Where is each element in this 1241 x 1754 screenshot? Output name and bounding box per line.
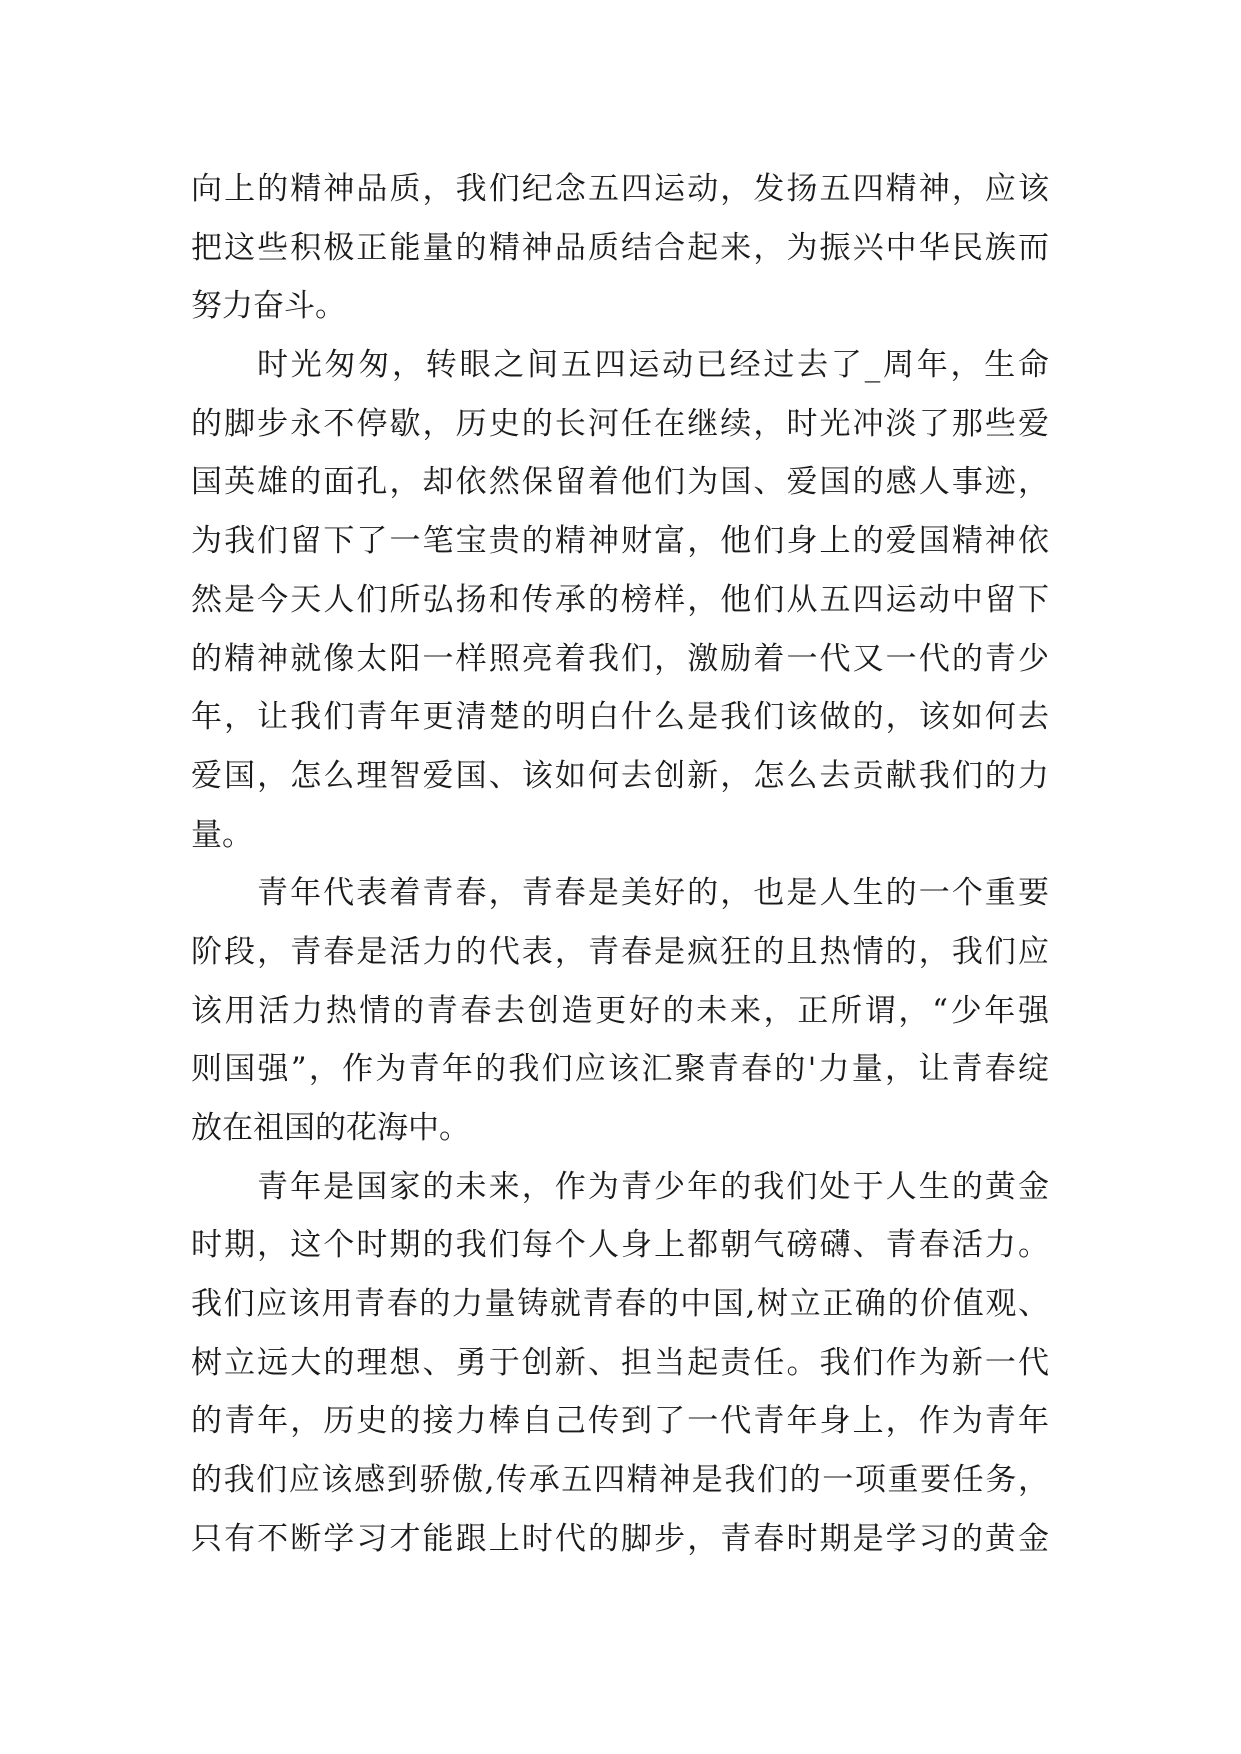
text-line: 青年代表着青春，青春是美好的，也是人生的一个重要	[257, 875, 1049, 912]
text-line: 则国强”，作为青年的我们应该汇聚青春的'力量，让青春绽	[191, 1051, 1049, 1088]
text-line: 把这些积极正能量的精神品质结合起来，为振兴中华民族而	[191, 229, 1049, 266]
text-line: 的我们应该感到骄傲,传承五四精神是我们的一项重要任务，	[191, 1462, 1049, 1499]
text-line: 的青年，历史的接力棒自己传到了一代青年身上，作为青年	[191, 1403, 1049, 1440]
text-line: 放在祖国的花海中。	[191, 1110, 470, 1146]
text-line: 树立远大的理想、勇于创新、担当起责任。我们作为新一代	[191, 1344, 1049, 1381]
text-line: 只有不断学习才能跟上时代的脚步，青春时期是学习的黄金	[191, 1520, 1049, 1557]
text-line: 为我们留下了一笔宝贵的精神财富，他们身上的爱国精神依	[191, 523, 1049, 560]
text-line: 爱国，怎么理智爱国、该如何去创新，怎么去贡献我们的力	[191, 757, 1049, 794]
text-line: 努力奋斗。	[191, 288, 346, 325]
text-line: 年，让我们青年更清楚的明白什么是我们该做的，该如何去	[191, 699, 1049, 736]
text-line: 量。	[191, 816, 253, 853]
text-line: 青年是国家的未来，作为青少年的我们处于人生的黄金	[257, 1168, 1049, 1205]
body-text	[191, 160, 1049, 1569]
text-line: 的精神就像太阳一样照亮着我们，激励着一代又一代的青少	[191, 640, 1049, 677]
text-line: 的脚步永不停歇，历史的长河任在继续，时光冲淡了那些爱	[191, 405, 1049, 442]
text-line: 国英雄的面孔，却依然保留着他们为国、爱国的感人事迹，	[191, 464, 1049, 501]
text-line: 向上的精神品质，我们纪念五四运动，发扬五四精神，应该	[191, 171, 1049, 207]
text-line: 该用活力热情的青春去创造更好的未来，正所谓，“少年强	[191, 992, 1049, 1029]
text-line: 时期，这个时期的我们每个人身上都朝气磅礴、青春活力。	[191, 1227, 1049, 1264]
text-line: 我们应该用青春的力量铸就青春的中国,树立正确的价值观、	[191, 1286, 1049, 1323]
text-line: 阶段，青春是活力的代表，青春是疯狂的且热情的，我们应	[191, 933, 1049, 970]
text-line: 时光匆匆，转眼之间五四运动已经过去了_周年，生命	[257, 347, 1049, 384]
text-line: 然是今天人们所弘扬和传承的榜样，他们从五四运动中留下	[191, 581, 1049, 618]
